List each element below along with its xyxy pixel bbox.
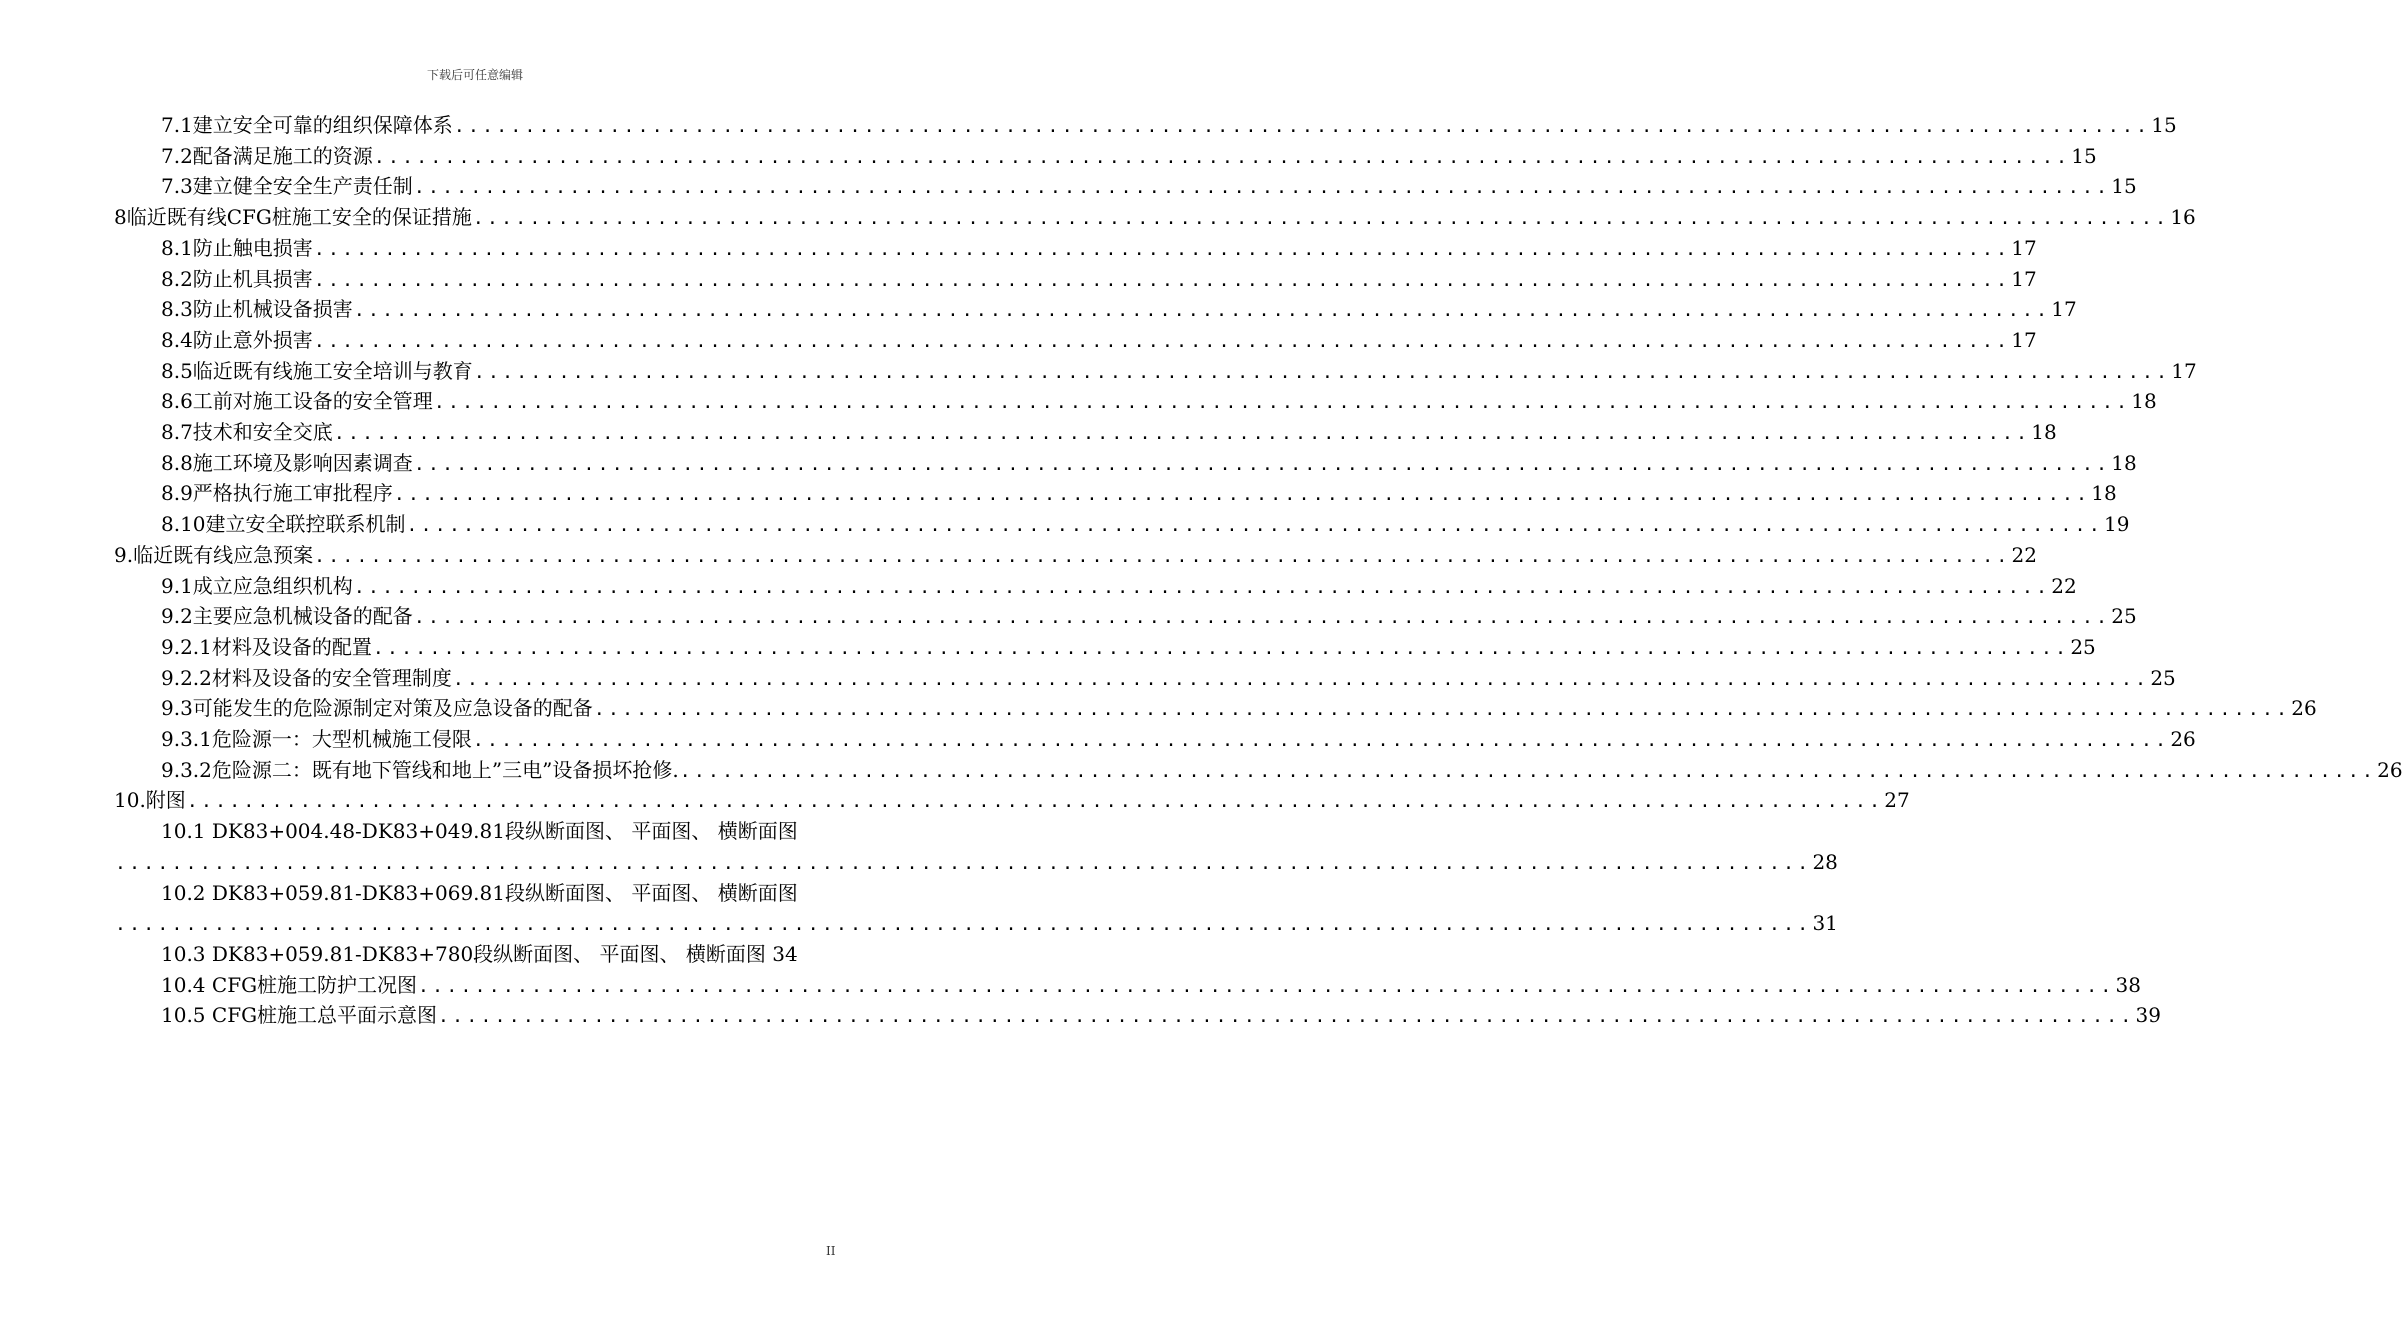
toc-entry-label: 9.3可能发生的危险源制定对策及应急设备的配备 [161, 696, 593, 721]
toc-leader-dots: ........................................................................................................................ [433, 392, 2131, 414]
toc-entry [161, 325, 2037, 355]
toc-entry [161, 601, 2137, 631]
toc-entry [161, 878, 837, 908]
toc-page-number: 17 [2051, 297, 2077, 322]
toc-entry-label: 10.1 DK83+004.48-DK83+049.81段纵断面图、 平面图、 横断面图 [161, 819, 798, 844]
page-number-marker: II [826, 1244, 836, 1258]
toc-entry [161, 233, 2037, 263]
toc-entry [161, 816, 837, 846]
toc-leader-dots: ........................................................................................................................ [186, 791, 1884, 813]
toc-entry-label: 7.3建立健全安全生产责任制 [161, 174, 413, 199]
toc-page-number: 26 [2377, 757, 2403, 782]
toc-page-number: 27 [1884, 788, 1910, 813]
toc-leader-dots: ........................................................................................................................ [353, 576, 2051, 598]
toc-leader-dots: ........................................................................................................................ [438, 1006, 2135, 1028]
toc-entry-label: 8.3防止机械设备损害 [161, 297, 353, 322]
toc-page-number: 26 [2170, 727, 2196, 751]
toc-entry [161, 1000, 2161, 1030]
toc-entry [161, 448, 2137, 478]
toc-leader-dots: ........................................................................................................................ [313, 330, 2011, 352]
toc-leader-dots: ........................................................................................................................ [115, 852, 1812, 874]
toc-entry [161, 970, 2141, 1000]
toc-page-number: 25 [2111, 604, 2137, 629]
toc-entry-label: 8.5临近既有线施工安全培训与教育 [161, 358, 473, 383]
toc-entry [161, 478, 2117, 508]
toc-entry [161, 110, 2177, 140]
toc-entry [161, 724, 2196, 754]
toc-entry-label: 8.1防止触电损害 [161, 235, 313, 260]
toc-entry-label: 9.临近既有线应急预案 [114, 542, 314, 567]
toc-page-number: 17 [2011, 327, 2037, 352]
toc-page-number: 25 [2070, 634, 2096, 659]
toc-entry [161, 939, 837, 969]
toc-entry [161, 264, 2037, 294]
toc-entry-label: 9.3.1危险源一：大型机械施工侵限 [161, 727, 472, 751]
toc-leader-dots: ........................................................................................................................ [413, 177, 2111, 199]
toc-page-number: 22 [2051, 573, 2077, 598]
toc-page-number: 31 [1812, 911, 1838, 936]
toc-entry [114, 847, 1838, 877]
toc-entry [161, 693, 2317, 723]
toc-page-number: 17 [2011, 266, 2037, 291]
toc-page-number: 18 [2091, 481, 2117, 506]
toc-page-number: 22 [2011, 542, 2037, 567]
toc-entry [161, 663, 2176, 693]
toc-leader-dots: ........................................................................................................................ [472, 208, 2170, 230]
toc-page-number: 17 [2011, 235, 2037, 260]
toc-page-number: 19 [2103, 512, 2130, 537]
toc-entry-label: 8.7技术和安全交底 [161, 420, 333, 444]
toc-page-number: 18 [2031, 420, 2057, 444]
toc-page-number: 16 [2170, 205, 2196, 230]
toc-entry-label: 10.3 DK83+059.81-DK83+780段纵断面图、 平面图、 横断面图 34 [161, 941, 798, 966]
toc-entry [161, 171, 2137, 201]
toc-leader-dots: ........................................................................................................................ [393, 484, 2091, 506]
toc-entry [114, 785, 1910, 815]
toc-leader-dots: ........................................................................................................................ [413, 453, 2111, 475]
page-header: 下载后可任意编辑 [426, 68, 523, 82]
toc-entry-label: 8.4防止意外损害 [161, 327, 313, 352]
toc-page-number: 15 [2071, 143, 2097, 168]
toc-leader-dots: ........................................................................................................................ [452, 668, 2150, 690]
toc-entry-label: 8临近既有线CFG桩施工安全的保证措施 [114, 205, 472, 230]
toc-entry-label: 9.2主要应急机械设备的配备 [161, 604, 413, 629]
toc-entry [161, 386, 2157, 416]
toc-entry [114, 540, 2037, 570]
toc-leader-dots: ........................................................................................................................ [593, 699, 2291, 721]
toc-page-number: 17 [2171, 358, 2197, 383]
toc-page-number: 39 [2135, 1003, 2161, 1028]
toc-leader-dots: ........................................................................................................................ [453, 116, 2151, 137]
toc-entry-label: 9.1成立应急组织机构 [161, 573, 353, 598]
toc-leader-dots: ........................................................................................................................ [372, 637, 2070, 659]
toc-leader-dots: ........................................................................................................................ [472, 730, 2170, 751]
toc-page-number: 28 [1812, 849, 1838, 874]
toc-entry-label: 9.2.2材料及设备的安全管理制度 [161, 665, 452, 690]
toc-entry [114, 202, 2196, 232]
toc-leader-dots: ........................................................................................................................ [353, 300, 2051, 322]
toc-leader-dots: ........................................................................................................................ [333, 423, 2031, 444]
toc-leader-dots: ........................................................................................................................ [473, 361, 2171, 383]
toc-entry-label: 8.10建立安全联控联系机制 [161, 512, 406, 537]
toc-entry-label: 10.5 CFG桩施工总平面示意图 [161, 1003, 438, 1028]
toc-leader-dots: ........................................................................................................................ [406, 515, 2103, 537]
toc-entry [114, 908, 1838, 938]
toc-page-number: 18 [2131, 389, 2157, 414]
toc-page-number: 15 [2111, 174, 2137, 199]
toc-leader-dots: ........................................................................................................................ [418, 975, 2115, 997]
toc-entry [161, 509, 2130, 539]
toc-leader-dots: ........................................................................................................................ [413, 607, 2111, 629]
toc-entry-label: 8.9严格执行施工审批程序 [161, 481, 393, 506]
toc-leader-dots: ........................................................................................................................ [373, 146, 2071, 168]
toc-entry-label: 8.6工前对施工设备的安全管理 [161, 389, 433, 414]
toc-entry-label: 9.2.1材料及设备的配置 [161, 634, 372, 659]
toc-entry [161, 356, 2197, 386]
toc-entry-label: 10.附图 [114, 788, 186, 813]
toc-page-number: 15 [2151, 113, 2177, 137]
toc-entry [161, 417, 2057, 447]
toc-entry-label: 8.2防止机具损害 [161, 266, 313, 291]
toc-entry-label: 9.3.2危险源二：既有地下管线和地上”三电”设备损坏抢修. [161, 757, 679, 782]
toc-entry-label: 10.2 DK83+059.81-DK83+069.81段纵断面图、 平面图、 横断面图 [161, 880, 798, 905]
toc-leader-dots: ........................................................................................................................ [314, 545, 2011, 567]
toc-entry [161, 632, 2096, 662]
toc-leader-dots: ........................................................................................................................ [679, 760, 2377, 782]
toc-entry-label: 7.1建立安全可靠的组织保障体系 [161, 113, 453, 137]
toc-page-number: 25 [2150, 665, 2176, 690]
toc-page-number: 38 [2115, 972, 2141, 997]
toc-leader-dots: ........................................................................................................................ [115, 914, 1812, 936]
toc-leader-dots: ........................................................................................................................ [313, 238, 2011, 260]
toc-entry [161, 755, 2403, 785]
toc-page-number: 26 [2291, 696, 2317, 721]
toc-entry [161, 294, 2077, 324]
toc-entry-label: 8.8施工环境及影响因素调查 [161, 450, 413, 475]
toc-page-number: 18 [2111, 450, 2137, 475]
toc-entry [161, 141, 2097, 171]
toc-entry [161, 571, 2077, 601]
toc-leader-dots: ........................................................................................................................ [313, 269, 2011, 291]
toc-entry-label: 7.2配备满足施工的资源 [161, 143, 373, 168]
toc-entry-label: 10.4 CFG桩施工防护工况图 [161, 972, 418, 997]
